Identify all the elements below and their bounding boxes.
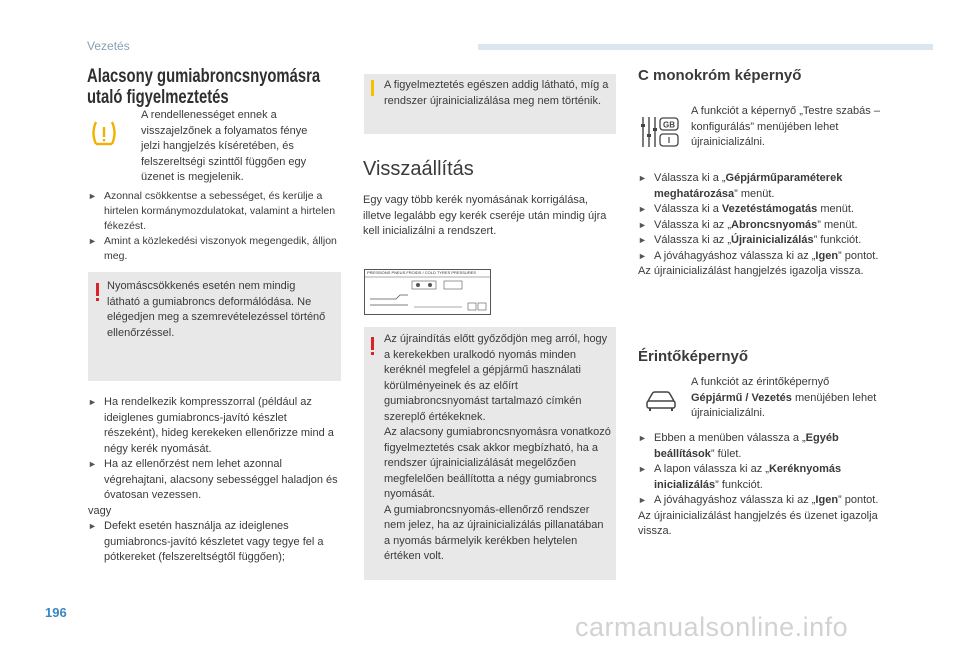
list-item: ► Ebben a menüben válassza a „Egyéb beállítások” fület. xyxy=(638,432,839,460)
tpms-warning-icon xyxy=(89,118,119,148)
monochrome-end: Az újrainicializálást hangjelzés igazolja vissza. xyxy=(638,265,864,277)
arrow-bullet-icon: ► xyxy=(638,433,647,443)
col1-intro: A rendellenességet ennek a visszajelzőnek a folyamatos fénye jelzi hangjelzés kíséretében, és felszereltségi szinttől függően egy üzenet is megjelenik. xyxy=(141,109,308,183)
tyre-pressure-label-image xyxy=(364,269,491,315)
arrow-bullet-icon: ► xyxy=(88,397,97,407)
list-item: ► Azonnal csökkentse a sebességet, és kerülje a hirtelen kormánymozdulatokat, valamint a hirtelen fékezést. xyxy=(88,190,336,232)
list-item: ► Defekt esetén használja az ideiglenes gumiabroncs-javító készletet vagy tegye fel a pótkereket (felszereltségtől függően); xyxy=(88,520,324,563)
list-item: ► A lapon válassza ki az „Keréknyomás inicializálás” funkciót. xyxy=(638,463,842,491)
arrow-bullet-icon: ► xyxy=(88,521,97,531)
monochrome-steps xyxy=(638,171,896,280)
list-item: ► Válassza ki az „Abroncsnyomás” menüt. xyxy=(638,218,896,234)
warning-exclamation-icon xyxy=(371,337,374,350)
touchscreen-end: Az újrainicializálást hangjelzés és üzenet igazolja vissza. xyxy=(638,509,878,537)
warning-text-2: Az újraindítás előtt győződjön meg arról, hogy a kerekekben uralkodó nyomás minden keréknél megfelel a gépjármű használati körülményeinek és az előírt gumiabroncsnyomást tartalmazó címkén szereplő értékeknek. Az alacsony gumiabroncsnyomásra vonatkozó figyelmeztetés csak akkor megbízható, ha a rendszer újrainicializálását megelőzően megfelelően beállította a négy gumiabroncs nyomását. A gumiabroncsnyomás-ellenőrző rendszer nem jelez, ha az újrainicializálás pillanatában a nyomás bármelyik kerékben helytelen értéken volt. xyxy=(384,333,611,562)
watermark: carmanualsonline.info xyxy=(575,612,849,642)
touchscreen-intro: A funkciót az érintőképernyő Gépjármű / Vezetés menüjében lehet újrainicializálni. xyxy=(691,376,877,419)
list-item: ► A jóváhagyáshoz válassza ki az „Igen” pontot. xyxy=(638,493,896,509)
car-touchscreen-icon xyxy=(645,389,677,413)
list-item: ► Amint a közlekedési viszonyok megengedik, álljon meg. xyxy=(88,235,337,262)
info-icon xyxy=(371,83,374,96)
page-number: 196 xyxy=(45,605,67,620)
list-item: ► Válassza ki az „Újrainicializálás” funkciót. xyxy=(638,233,896,249)
touchscreen-heading: Érintőképernyő xyxy=(638,348,749,365)
reset-body: Egy vagy több kerék nyomásának korrigálása, illetve legalább egy kerék cseréje után mindig újra kell inicializálni a rendszert. xyxy=(363,194,607,237)
list-item: ► Válassza ki a „Gépjárműparaméterek meghatározása” menüt. xyxy=(638,172,843,200)
warning-exclamation-icon xyxy=(96,283,99,296)
col1-bullets1 xyxy=(88,189,342,264)
col1-heading: Alacsony gumiabroncsnyomásra utaló figyelmeztetés xyxy=(87,66,321,108)
arrow-bullet-icon: ► xyxy=(638,250,647,261)
list-item: ► Ha az ellenőrzést nem lehet azonnal végrehajtani, alacsony sebességgel haladjon és óvatosan vezessen. xyxy=(88,458,338,501)
arrow-bullet-icon: ► xyxy=(638,204,647,214)
list-item: ► Válassza ki a Vezetéstámogatás menüt. xyxy=(638,202,896,218)
header-bar xyxy=(478,44,933,50)
list-item: ► A jóváhagyáshoz válassza ki az „Igen” pontot. xyxy=(638,249,896,265)
monochrome-heading: C monokróm képernyő xyxy=(638,67,802,84)
arrow-bullet-icon: ► xyxy=(88,191,97,201)
touchscreen-steps xyxy=(638,431,896,540)
reset-heading: Visszaállítás xyxy=(363,158,474,180)
arrow-bullet-icon: ► xyxy=(88,236,97,246)
monochrome-screen-icon xyxy=(640,115,682,149)
arrow-bullet-icon: ► xyxy=(638,173,647,183)
list-item: ► Ha rendelkezik kompresszorral (például az ideiglenes gumiabroncs-javító készlet részeként), hideg kerekeken ellenőrizze mind a négy kerék nyomását. xyxy=(88,396,334,455)
info-text: A figyelmeztetés egészen addig látható, míg a rendszer újrainicializálása meg nem történik. xyxy=(384,79,609,107)
monochrome-intro: A funkciót a képernyő „Testre szabás – konfigurálás” menüjében lehet újrainicializálni. xyxy=(691,105,880,148)
arrow-bullet-icon: ► xyxy=(638,235,647,245)
arrow-bullet-icon: ► xyxy=(638,219,647,230)
svg-text:GB: GB xyxy=(663,120,675,130)
label-text: PRESSIONS PNEUS FROIDS / COLD TYRES PRESSURES xyxy=(367,270,477,275)
section-title: Vezetés xyxy=(87,39,130,53)
warning-text-1: Nyomáscsökkenés esetén nem mindig látható a gumiabroncs deformálódása. Ne elégedjen meg a szemrevételezéssel történő ellenőrzéssel. xyxy=(107,280,326,339)
arrow-bullet-icon: ► xyxy=(638,464,647,474)
or-text: vagy xyxy=(88,504,112,517)
col1-bullets2 xyxy=(88,395,342,566)
arrow-bullet-icon: ► xyxy=(88,459,97,469)
arrow-bullet-icon: ► xyxy=(638,495,647,505)
